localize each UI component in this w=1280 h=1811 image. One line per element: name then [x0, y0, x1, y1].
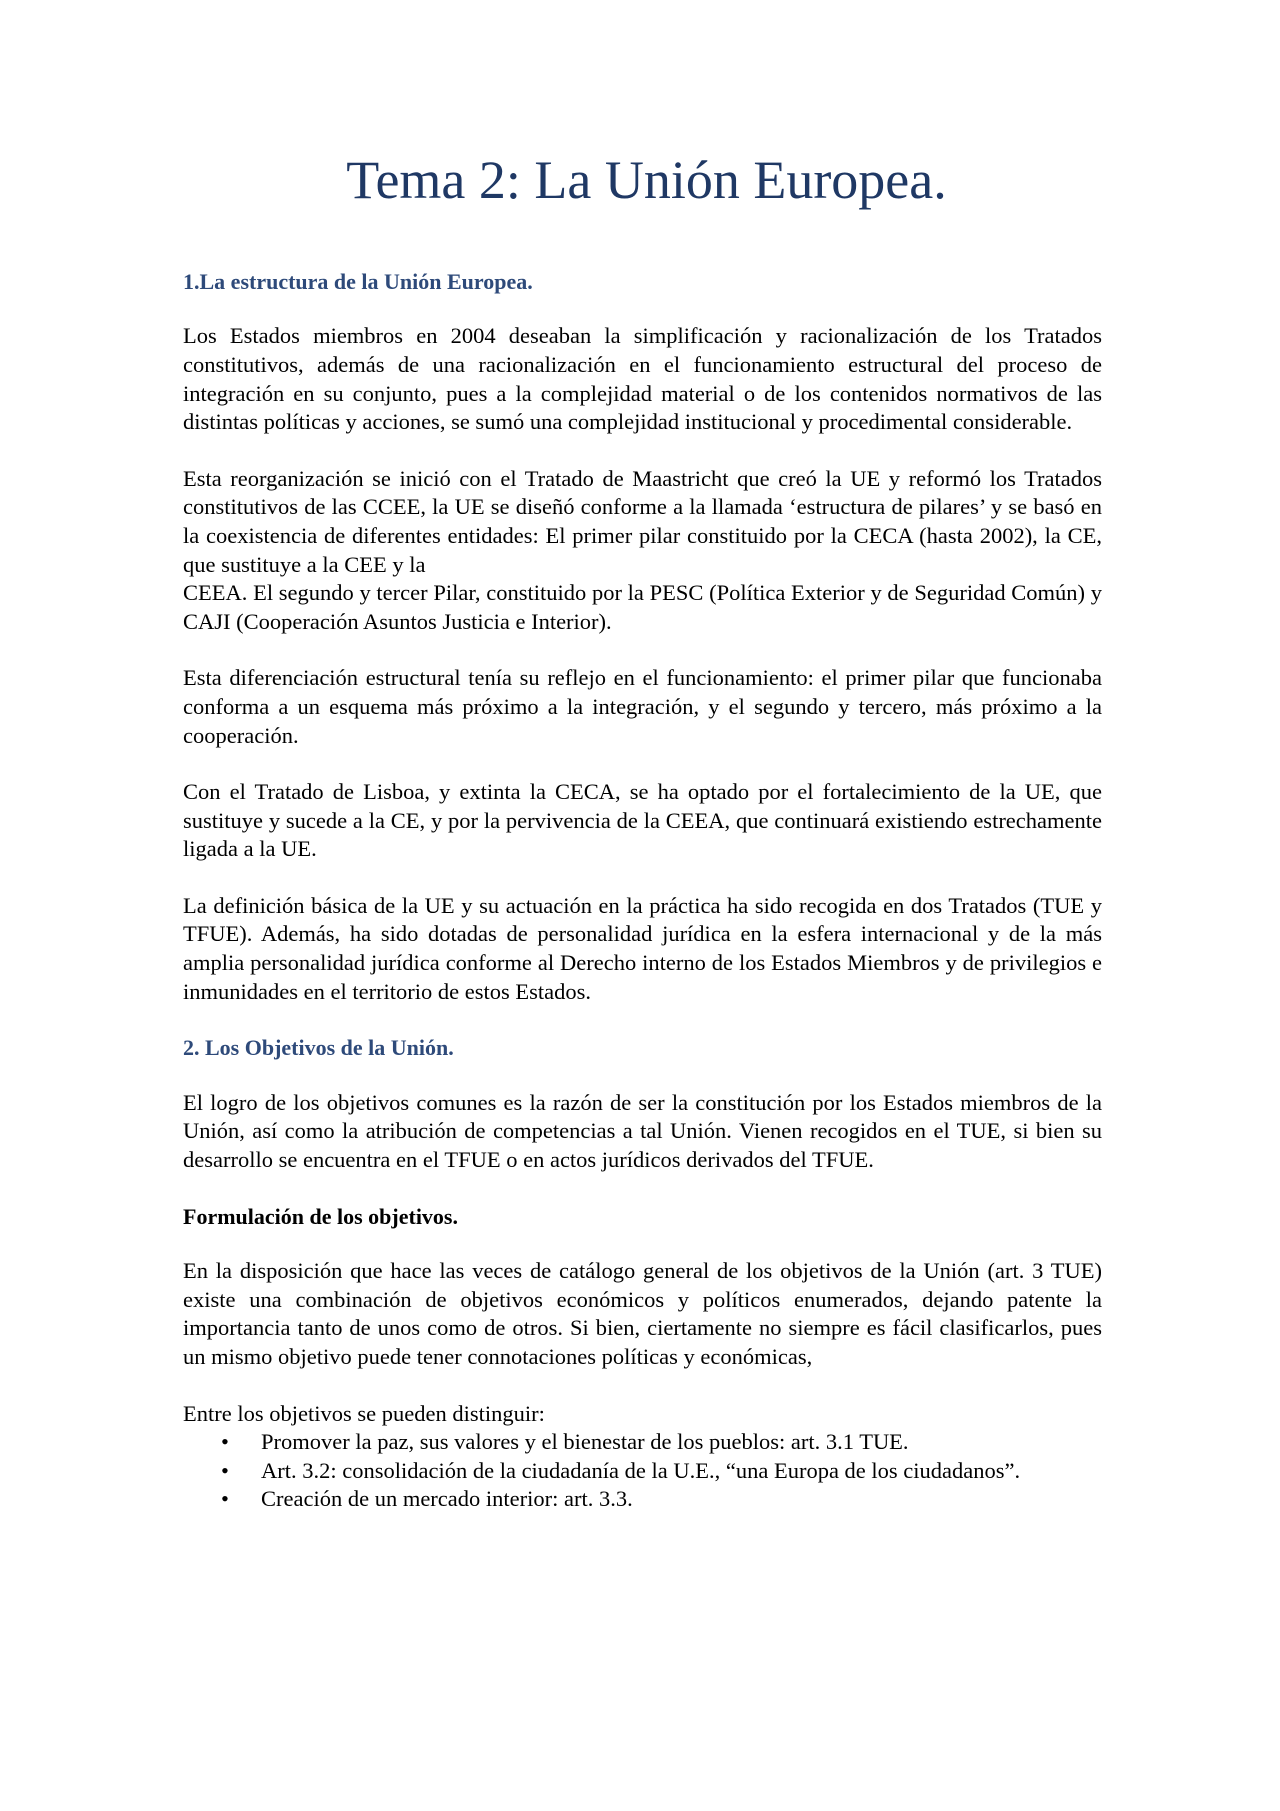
section-heading-structure: 1.La estructura de la Unión Europea. — [183, 268, 533, 294]
list-item — [183, 1457, 1102, 1486]
list-item-text: Creación de un mercado interior: art. 3.3. — [261, 1486, 633, 1512]
list-item — [183, 1428, 1102, 1457]
list-item-text: Art. 3.2: consolidación de la ciudadanía de la U.E., “una Europa de los ciudadanos”. — [261, 1457, 1021, 1483]
bullet-icon: • — [221, 1457, 229, 1483]
paragraph-pillars: CEEA. El segundo y tercer Pilar, constituido por la PESC (Política Exterior y de Seguridad Común) y CAJI (Cooperación Asuntos Justicia e Interior). — [183, 580, 1102, 634]
paragraph-formulation: En la disposición que hace las veces de catálogo general de los objetivos de la Unión (art. 3 TUE) existe una combinación de objetivos económicos y políticos enumerados, dejando patente la importancia tanto de unos como de otros. Si bien, ciertamente no siempre es fácil clasificarlos, pues un mismo objetivo puede tener connotaciones políticas y económicas, — [183, 1258, 1102, 1370]
section-heading-objectives: 2. Los Objetivos de la Unión. — [183, 1035, 454, 1061]
bullet-icon: • — [221, 1429, 229, 1455]
list-item — [183, 1485, 1102, 1514]
paragraph-objectives-intro: El logro de los objetivos comunes es la razón de ser la constitución por los Estados miembros de la Unión, así como la atribución de competencias a tal Unión. Vienen recogidos en el TUE, si bien su desarrollo se encuentra en el TFUE o en actos jurídicos derivados del TFUE. — [183, 1089, 1102, 1173]
subheading-formulation: Formulación de los objetivos. — [183, 1203, 458, 1229]
paragraph-definition: La definición básica de la UE y su actuación en la práctica ha sido recogida en dos Tratados (TUE y TFUE). Además, ha sido dotadas de personalidad jurídica en la esfera internacional y de la más amplia personalidad jurídica conforme al Derecho interno de los Estados Miembros y de privilegios e inmunidades en el territorio de estos Estados. — [183, 892, 1102, 1004]
paragraph-lisbon: Con el Tratado de Lisboa, y extinta la CECA, se ha optado por el fortalecimiento de la UE, que sustituye y sucede a la CE, y por la pervivencia de la CEEA, que continuará existiendo estrechamente ligada a la UE. — [183, 779, 1102, 862]
paragraph-simplification: Los Estados miembros en 2004 deseaban la simplificación y racionalización de los Tratados constitutivos, además de una racionalización en el funcionamiento estructural del proceso de integración en su conjunto, pues a la complejidad material o de los contenidos normativos de las distintas políticas y acciones, se sumó una complejidad institucional y procedimental considerable. — [183, 323, 1102, 435]
document-title: Tema 2: La Unión Europea. — [346, 150, 947, 210]
paragraph-differentiation: Esta diferenciación estructural tenía su reflejo en el funcionamiento: el primer pilar que funcionaba conforma a un esquema más próximo a la integración, y el segundo y tercero, más próximo a la cooperación. — [183, 665, 1102, 748]
list-intro: Entre los objetivos se pueden distinguir: — [183, 1400, 545, 1426]
objectives-list — [183, 1428, 1102, 1514]
list-item-text: Promover la paz, sus valores y el bienestar de los pueblos: art. 3.1 TUE. — [261, 1429, 909, 1455]
paragraph-maastricht: Esta reorganización se inició con el Tratado de Maastricht que creó la UE y reformó los Tratados constitutivos de las CCEE, la UE se diseñó conforme a la llamada ‘estructura de pilares’ y se basó en la coexistencia de diferentes entidades: El primer pilar constituido por la CECA (hasta 2002), la CE, que sustituye a la CEE y la — [183, 465, 1102, 577]
bullet-icon: • — [221, 1486, 229, 1512]
